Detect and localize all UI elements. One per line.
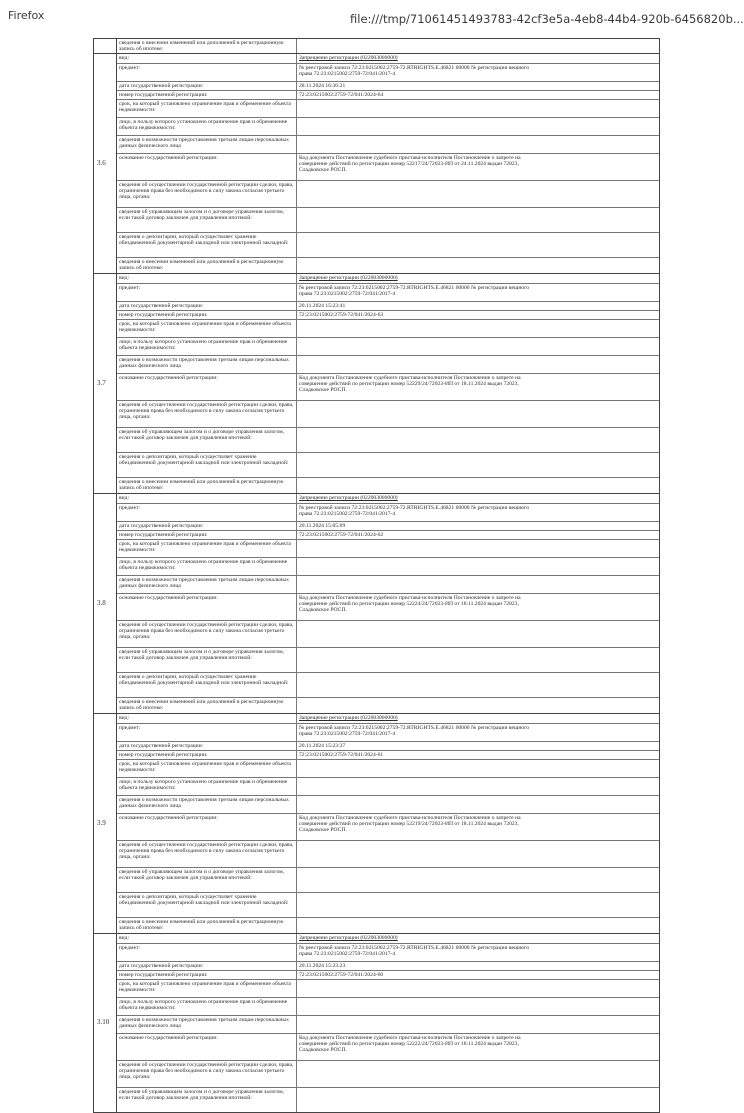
row-value bbox=[297, 181, 659, 207]
row-value-line: совершение действий по регистрации номер 52229/24/72023-ИП от 18.11.2024 выдан 72023, bbox=[299, 381, 519, 387]
row-label: сведения об управляющем залогом и о договоре управления залогом, если такой договор заключен для управления ипотекой: bbox=[117, 648, 297, 672]
row-value bbox=[297, 82, 659, 90]
register-row bbox=[117, 647, 659, 672]
row-value bbox=[297, 154, 659, 180]
row-value bbox=[297, 698, 659, 713]
row-value bbox=[297, 944, 659, 961]
section-number-cell bbox=[94, 714, 117, 933]
row-value-line: 72:23:0215002:2759-72/041/2024-61 bbox=[299, 752, 384, 758]
row-value-line: 72:23:0215002:2759-72/041/2024-63 bbox=[299, 312, 384, 318]
row-label: дата государственной регистрации: bbox=[117, 962, 297, 970]
row-label: предмет: bbox=[117, 284, 297, 301]
row-label: сведения об осуществлении государственной регистрации сделки, права, ограничения права без необходимого в силу закона согласия третьего лица, органа: bbox=[117, 1061, 297, 1087]
row-value bbox=[297, 796, 659, 813]
row-label: основание государственной регистрации: bbox=[117, 374, 297, 400]
register-row bbox=[117, 494, 659, 503]
register-row bbox=[117, 672, 659, 697]
row-value bbox=[297, 118, 659, 135]
register-row bbox=[117, 1033, 659, 1060]
row-value-line: совершение действий по регистрации номер 52219/24/72023-ИП от 18.11.2024 выдан 72023, bbox=[299, 821, 519, 827]
row-value bbox=[297, 1016, 659, 1033]
section-number-cell bbox=[94, 934, 117, 1112]
row-value bbox=[297, 233, 659, 257]
register-row bbox=[117, 310, 659, 319]
register-row bbox=[117, 750, 659, 759]
row-value bbox=[297, 428, 659, 452]
row-value bbox=[297, 258, 659, 273]
row-value bbox=[297, 1088, 659, 1112]
section-number: 3.8 bbox=[97, 598, 106, 607]
register-row bbox=[117, 274, 659, 283]
register-row bbox=[117, 620, 659, 647]
address-url[interactable]: file:///tmp/71061451493783-42cf3e5a-4eb8-44b4-920b-6456820b... bbox=[350, 12, 744, 26]
row-value bbox=[297, 893, 659, 917]
row-value-line: Сладковское РОСП. bbox=[299, 387, 347, 393]
row-value-line: 72:23:0215002:2759-72/041/2024-64 bbox=[299, 92, 384, 98]
row-value bbox=[297, 724, 659, 741]
register-row bbox=[117, 1015, 659, 1033]
row-value-line: 20.11.2024 15:23:23 bbox=[299, 963, 346, 969]
row-value-line: совершение действий по регистрации номер 52224/24/72023-ИП от 18.11.2024 выдан 72023, bbox=[299, 601, 519, 607]
row-label: сведения о депозитарии, который осуществляет хранение обездвиженной документарной закладной или электронной закладной: bbox=[117, 893, 297, 917]
register-row bbox=[117, 1087, 659, 1112]
row-label: сведения о внесении изменений или дополнений в регистрационную запись об ипотеке: bbox=[117, 39, 297, 53]
row-label: срок, на который установлено ограничение прав и обременение объекта недвижимости: bbox=[117, 760, 297, 777]
register-row bbox=[117, 777, 659, 795]
row-value bbox=[297, 453, 659, 477]
register-row bbox=[117, 697, 659, 713]
row-value bbox=[297, 558, 659, 575]
row-value-line: № реестровой записи 72:23:0215002:2759-72.RTRIGHTS.E.46821 60000 № регистрации вещного bbox=[299, 65, 530, 71]
section-number-cell bbox=[94, 494, 117, 713]
row-value bbox=[297, 478, 659, 493]
row-value bbox=[297, 621, 659, 647]
row-value bbox=[297, 868, 659, 892]
section-number: 3.7 bbox=[97, 378, 106, 387]
row-value-line: 28.11.2024 16:36:21 bbox=[299, 83, 346, 89]
row-value-line: права 72:23:0215002:2759-72/041/2017-4 bbox=[299, 511, 396, 517]
row-value bbox=[297, 401, 659, 427]
register-row bbox=[117, 232, 659, 257]
row-label: предмет: bbox=[117, 504, 297, 521]
register-row bbox=[117, 355, 659, 373]
row-label: номер государственной регистрации: bbox=[117, 751, 297, 759]
row-value-line: Запрещение регистрации (022003000000) bbox=[299, 275, 398, 281]
row-value-line: Запрещение регистрации (022003000000) bbox=[299, 715, 398, 721]
register-row bbox=[117, 477, 659, 493]
row-value-line: № реестровой записи 72:23:0215002:2759-72.RTRIGHTS.E.46821 60000 № регистрации вещного bbox=[299, 505, 530, 511]
register-row bbox=[117, 892, 659, 917]
row-label: сведения о возможности предоставления третьим лицам персональных данных физического лица bbox=[117, 1016, 297, 1033]
register-row bbox=[117, 207, 659, 232]
row-label: номер государственной регистрации: bbox=[117, 311, 297, 319]
register-row bbox=[117, 521, 659, 530]
row-value bbox=[297, 274, 659, 283]
row-value bbox=[297, 594, 659, 620]
section-number: 3.6 bbox=[97, 158, 106, 167]
browser-title-bar bbox=[0, 0, 744, 34]
row-value bbox=[297, 522, 659, 530]
row-label: вид: bbox=[117, 934, 297, 943]
row-value-line: № реестровой записи 72:23:0215002:2759-72.RTRIGHTS.E.46821 60000 № регистрации вещного bbox=[299, 285, 530, 291]
register-row bbox=[117, 934, 659, 943]
row-label: сведения об осуществлении государственной регистрации сделки, права, ограничения права без необходимого в силу закона согласия третьего лица, органа: bbox=[117, 181, 297, 207]
register-row bbox=[117, 301, 659, 310]
row-label: вид: bbox=[117, 54, 297, 63]
row-value-line: Код документа Постановление судебного пристава-исполнителя Постановление о запрете на bbox=[299, 375, 521, 381]
register-row bbox=[117, 39, 659, 53]
register-row bbox=[117, 557, 659, 575]
row-value bbox=[297, 673, 659, 697]
row-value-line: Запрещение регистрации (022003000000) bbox=[299, 55, 398, 61]
register-row bbox=[117, 917, 659, 933]
row-value-line: Сладковское РОСП. bbox=[299, 827, 347, 833]
row-value-line: № реестровой записи 72:23:0215002:2759-72.RTRIGHTS.E.46821 60000 № регистрации вещного bbox=[299, 945, 530, 951]
row-value bbox=[297, 504, 659, 521]
row-label: срок, на который установлено ограничение прав и обременение объекта недвижимости: bbox=[117, 320, 297, 337]
register-row bbox=[117, 400, 659, 427]
row-label: лицо, в пользу которого установлено ограничение прав и обременение объекта недвижимости: bbox=[117, 338, 297, 355]
app-name: Firefox bbox=[8, 9, 45, 22]
row-value bbox=[297, 934, 659, 943]
register-row bbox=[117, 373, 659, 400]
row-value-line: Код документа Постановление судебного пристава-исполнителя Постановление о запрете на bbox=[299, 815, 521, 821]
register-section bbox=[94, 933, 659, 1113]
register-row bbox=[117, 63, 659, 81]
row-label: срок, на который установлено ограничение прав и обременение объекта недвижимости: bbox=[117, 540, 297, 557]
register-row bbox=[117, 180, 659, 207]
row-label: лицо, в пользу которого установлено ограничение прав и обременение объекта недвижимости: bbox=[117, 998, 297, 1015]
row-label: вид: bbox=[117, 494, 297, 503]
register-row bbox=[117, 759, 659, 777]
row-label: сведения об управляющем залогом и о договоре управления залогом, если такой договор заключен для управления ипотекой: bbox=[117, 208, 297, 232]
register-row bbox=[117, 337, 659, 355]
register-row bbox=[117, 539, 659, 557]
register-row bbox=[117, 840, 659, 867]
row-value bbox=[297, 64, 659, 81]
row-label: номер государственной регистрации: bbox=[117, 91, 297, 99]
row-label: сведения об управляющем залогом и о договоре управления залогом, если такой договор заключен для управления ипотекой: bbox=[117, 868, 297, 892]
register-row bbox=[117, 54, 659, 63]
register-row bbox=[117, 257, 659, 273]
row-value bbox=[297, 356, 659, 373]
row-label: лицо, в пользу которого установлено ограничение прав и обременение объекта недвижимости: bbox=[117, 118, 297, 135]
register-row bbox=[117, 593, 659, 620]
row-label: основание государственной регистрации: bbox=[117, 814, 297, 840]
register-row bbox=[117, 741, 659, 750]
row-label: сведения об управляющем залогом и о договоре управления залогом, если такой договор заключен для управления ипотекой: bbox=[117, 428, 297, 452]
row-value bbox=[297, 531, 659, 539]
section-number: 3.10 bbox=[97, 1018, 110, 1026]
row-value bbox=[297, 751, 659, 759]
row-value-line: Запрещение регистрации (022003000000) bbox=[299, 935, 398, 941]
row-label: дата государственной регистрации: bbox=[117, 522, 297, 530]
row-value bbox=[297, 962, 659, 970]
row-value-line: 72:23:0215002:2759-72/041/2024-62 bbox=[299, 532, 384, 538]
register-row bbox=[117, 943, 659, 961]
register-row bbox=[117, 81, 659, 90]
register-row bbox=[117, 575, 659, 593]
row-value bbox=[297, 980, 659, 997]
row-value bbox=[297, 742, 659, 750]
register-row bbox=[117, 530, 659, 539]
register-row bbox=[117, 979, 659, 997]
row-value-line: Запрещение регистрации (022003000000) bbox=[299, 495, 398, 501]
row-value bbox=[297, 302, 659, 310]
row-label: сведения о депозитарии, который осуществляет хранение обездвиженной документарной закладной или электронной закладной: bbox=[117, 233, 297, 257]
row-value-line: 20.11.2024 15:23:37 bbox=[299, 743, 346, 749]
row-value-line: Сладковское РОСП. bbox=[299, 607, 347, 613]
row-value-line: Код документа Постановление судебного пристава-исполнителя Постановление о запрете на bbox=[299, 155, 521, 161]
row-value-line: Код документа Постановление судебного пристава-исполнителя Постановление о запрете на bbox=[299, 595, 521, 601]
row-value-line: права 72:23:0215002:2759-72/041/2017-4 bbox=[299, 731, 396, 737]
register-row bbox=[117, 427, 659, 452]
row-value-line: Сладковское РОСП. bbox=[299, 1047, 347, 1053]
row-value bbox=[297, 1061, 659, 1087]
row-value-line: права 72:23:0215002:2759-72/041/2017-4 bbox=[299, 291, 396, 297]
row-label: сведения о внесении изменений или дополнений в регистрационную запись об ипотеке: bbox=[117, 698, 297, 713]
row-value bbox=[297, 320, 659, 337]
section-number-cell bbox=[94, 39, 117, 53]
row-value-line: права 72:23:0215002:2759-72/041/2017-4 bbox=[299, 71, 396, 77]
row-value bbox=[297, 918, 659, 933]
row-label: лицо, в пользу которого установлено ограничение прав и обременение объекта недвижимости: bbox=[117, 558, 297, 575]
row-label: дата государственной регистрации: bbox=[117, 302, 297, 310]
row-label: номер государственной регистрации: bbox=[117, 531, 297, 539]
row-label: сведения о внесении изменений или дополнений в регистрационную запись об ипотеке: bbox=[117, 478, 297, 493]
row-label: сведения о депозитарии, который осуществляет хранение обездвиженной документарной закладной или электронной закладной: bbox=[117, 673, 297, 697]
row-value bbox=[297, 54, 659, 63]
row-label: сведения об осуществлении государственной регистрации сделки, права, ограничения права без необходимого в силу закона согласия третьего лица, органа: bbox=[117, 401, 297, 427]
row-value-line: права 72:23:0215002:2759-72/041/2017-4 bbox=[299, 951, 396, 957]
row-value bbox=[297, 284, 659, 301]
register-row bbox=[117, 813, 659, 840]
row-value bbox=[297, 91, 659, 99]
register-section bbox=[94, 273, 659, 493]
register-row bbox=[117, 135, 659, 153]
row-label: предмет: bbox=[117, 724, 297, 741]
row-value bbox=[297, 136, 659, 153]
register-row bbox=[117, 90, 659, 99]
row-value bbox=[297, 998, 659, 1015]
row-value-line: Сладковское РОСП. bbox=[299, 167, 347, 173]
row-label: предмет: bbox=[117, 944, 297, 961]
row-label: срок, на который установлено ограничение прав и обременение объекта недвижимости: bbox=[117, 980, 297, 997]
row-value-line: № реестровой записи 72:23:0215002:2759-72.RTRIGHTS.E.46821 60000 № регистрации вещного bbox=[299, 725, 530, 731]
register-section bbox=[94, 38, 659, 53]
row-label: вид: bbox=[117, 714, 297, 723]
row-label: номер государственной регистрации: bbox=[117, 971, 297, 979]
row-label: сведения о возможности предоставления третьим лицам персональных данных физического лица bbox=[117, 136, 297, 153]
section-number-cell bbox=[94, 54, 117, 273]
row-value bbox=[297, 374, 659, 400]
register-row bbox=[117, 867, 659, 892]
row-value bbox=[297, 814, 659, 840]
row-label: дата государственной регистрации: bbox=[117, 742, 297, 750]
register-row bbox=[117, 117, 659, 135]
row-value bbox=[297, 540, 659, 557]
register-section bbox=[94, 53, 659, 273]
register-row bbox=[117, 997, 659, 1015]
register-row bbox=[117, 795, 659, 813]
register-row bbox=[117, 283, 659, 301]
register-row bbox=[117, 452, 659, 477]
row-value bbox=[297, 1034, 659, 1060]
row-value-line: 20.11.2024 15:05:09 bbox=[299, 523, 346, 529]
row-value bbox=[297, 971, 659, 979]
row-label: сведения о внесении изменений или дополнений в регистрационную запись об ипотеке: bbox=[117, 918, 297, 933]
register-section bbox=[94, 713, 659, 933]
row-value bbox=[297, 100, 659, 117]
register-row bbox=[117, 99, 659, 117]
register-row bbox=[117, 503, 659, 521]
row-label: сведения об управляющем залогом и о договоре управления залогом, если такой договор заключен для управления ипотекой: bbox=[117, 1088, 297, 1112]
register-row bbox=[117, 153, 659, 180]
row-value bbox=[297, 714, 659, 723]
row-value bbox=[297, 338, 659, 355]
register-row bbox=[117, 961, 659, 970]
row-label: основание государственной регистрации: bbox=[117, 594, 297, 620]
row-label: сведения о депозитарии, который осуществляет хранение обездвиженной документарной закладной или электронной закладной: bbox=[117, 453, 297, 477]
register-row bbox=[117, 1060, 659, 1087]
row-label: сведения об осуществлении государственной регистрации сделки, права, ограничения права без необходимого в силу закона согласия третьего лица, органа: bbox=[117, 621, 297, 647]
register-row bbox=[117, 319, 659, 337]
row-value bbox=[297, 311, 659, 319]
register-row bbox=[117, 723, 659, 741]
row-label: сведения о внесении изменений или дополнений в регистрационную запись об ипотеке: bbox=[117, 258, 297, 273]
section-number: 3.9 bbox=[97, 818, 106, 827]
row-value bbox=[297, 778, 659, 795]
row-label: сведения о возможности предоставления третьим лицам персональных данных физического лица bbox=[117, 356, 297, 373]
row-label: основание государственной регистрации: bbox=[117, 154, 297, 180]
register-row bbox=[117, 970, 659, 979]
section-number-cell bbox=[94, 274, 117, 493]
row-label: вид: bbox=[117, 274, 297, 283]
row-label: предмет: bbox=[117, 64, 297, 81]
row-label: сведения о возможности предоставления третьим лицам персональных данных физического лица bbox=[117, 576, 297, 593]
register-row bbox=[117, 714, 659, 723]
row-label: основание государственной регистрации: bbox=[117, 1034, 297, 1060]
row-value bbox=[297, 760, 659, 777]
row-label: срок, на который установлено ограничение прав и обременение объекта недвижимости: bbox=[117, 100, 297, 117]
row-label: сведения об осуществлении государственной регистрации сделки, права, ограничения права без необходимого в силу закона согласия третьего лица, органа: bbox=[117, 841, 297, 867]
row-value bbox=[297, 208, 659, 232]
document-page bbox=[93, 38, 660, 1113]
row-value-line: 20.11.2024 15:23:41 bbox=[299, 303, 346, 309]
register-section bbox=[94, 493, 659, 713]
row-value-line: совершение действий по регистрации номер 52217/24/72023-ИП от 24.11.2024 выдан 72023, bbox=[299, 161, 519, 167]
row-label: сведения о возможности предоставления третьим лицам персональных данных физического лица bbox=[117, 796, 297, 813]
row-value-line: 72:23:0215002:2759-72/041/2024-60 bbox=[299, 972, 384, 978]
row-value bbox=[297, 648, 659, 672]
row-value bbox=[297, 841, 659, 867]
row-label: лицо, в пользу которого установлено ограничение прав и обременение объекта недвижимости: bbox=[117, 778, 297, 795]
row-value-line: совершение действий по регистрации номер 52222/24/72023-ИП от 18.11.2024 выдан 72023, bbox=[299, 1041, 519, 1047]
row-value bbox=[297, 576, 659, 593]
row-value bbox=[297, 494, 659, 503]
row-value bbox=[297, 39, 659, 53]
row-label: дата государственной регистрации: bbox=[117, 82, 297, 90]
row-value-line: Код документа Постановление судебного пристава-исполнителя Постановление о запрете на bbox=[299, 1035, 521, 1041]
